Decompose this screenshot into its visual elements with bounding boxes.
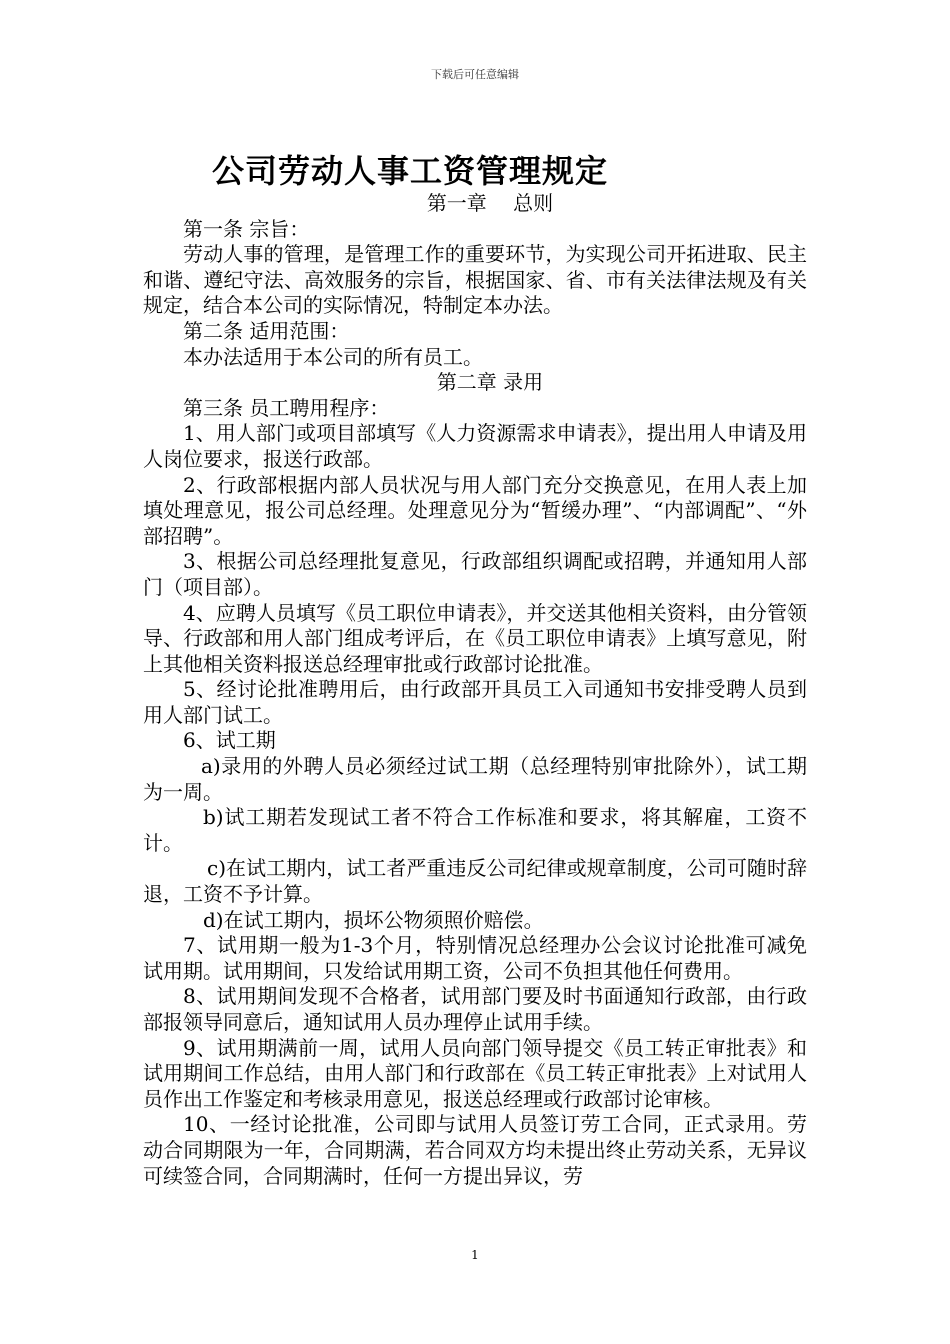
list-item-10: 10、一经讨论批准，公司即与试用人员签订劳工合同，正式录用。劳动合同期限为一年，合同期满，若合同双方均未提出终止劳动关系，无异议可续签合同，合同期满时，任何一方提出异议，劳 (143, 1112, 807, 1188)
document-title: 公司劳动人事工资管理规定 (212, 152, 609, 190)
chapter-heading-2: 第二章 录用 (436, 370, 544, 395)
list-item-3: 3、根据公司总经理批复意见，行政部组织调配或招聘，并通知用人部门（项目部）。 (143, 549, 807, 599)
list-item-4: 4、应聘人员填写《员工职位申请表》，并交送其他相关资料，由分管领导、行政部和用人部门组成考评后，在《员工职位申请表》上填写意见，附上其他相关资料报送总经理审批或行政部讨论批准。 (143, 600, 807, 676)
sub-item-6b: b)试工期若发现试工者不符合工作标准和要求，将其解雇，工资不计。 (143, 805, 807, 855)
sub-item-6a: a)录用的外聘人员必须经过试工期（总经理特别审批除外），试工期为一周。 (143, 754, 807, 804)
list-item-8: 8、试用期间发现不合格者，试用部门要及时书面通知行政部，由行政部报领导同意后，通知试用人员办理停止试用手续。 (143, 984, 807, 1034)
list-item-9: 9、试用期满前一周，试用人员向部门领导提交《员工转正审批表》和试用期间工作总结，由用人部门和行政部在《员工转正审批表》上对试用人员作出工作鉴定和考核录用意见，报送总经理或行政部讨论审核。 (143, 1035, 807, 1111)
article-3-title: 第三条 员工聘用程序： (183, 395, 390, 420)
sub-item-6d: d)在试工期内，损坏公物须照价赔偿。 (203, 907, 544, 932)
list-item-5: 5、经讨论批准聘用后，由行政部开具员工入司通知书安排受聘人员到用人部门试工。 (143, 677, 807, 727)
article-2-title: 第二条 适用范围： (183, 318, 350, 343)
list-item-1: 1、用人部门或项目部填写《人力资源需求申请表》，提出用人申请及用人岗位要求，报送行政部。 (143, 421, 807, 471)
document-body (143, 191, 807, 1189)
list-item-2: 2、行政部根据内部人员状况与用人部门充分交换意见，在用人表上加填处理意见，报公司总经理。处理意见分为“暂缓办理”、“内部调配”、“外部招聘”。 (143, 472, 807, 548)
page-number: 1 (471, 1248, 479, 1262)
list-item-7: 7、试用期一般为1-3个月，特别情况总经理办公会议讨论批准可减免试用期。试用期间，只发给试用期工资，公司不负担其他任何费用。 (143, 933, 807, 983)
article-1-title: 第一条 宗旨： (183, 216, 310, 241)
list-item-6: 6、试工期 (183, 728, 276, 753)
article-2-body: 本办法适用于本公司的所有员工。 (183, 344, 483, 369)
chapter-heading-1: 第一章 总则 (426, 191, 554, 215)
article-1-body: 劳动人事的管理，是管理工作的重要环节，为实现公司开拓进取、民主和谐、遵纪守法、高效服务的宗旨，根据国家、省、市有关法律法规及有关规定，结合本公司的实际情况，特制定本办法。 (143, 242, 807, 318)
sub-item-6c: c)在试工期内，试工者严重违反公司纪律或规章制度，公司可随时辞退，工资不予计算。 (143, 856, 807, 907)
page-header-note: 下载后可任意编辑 (431, 68, 519, 81)
